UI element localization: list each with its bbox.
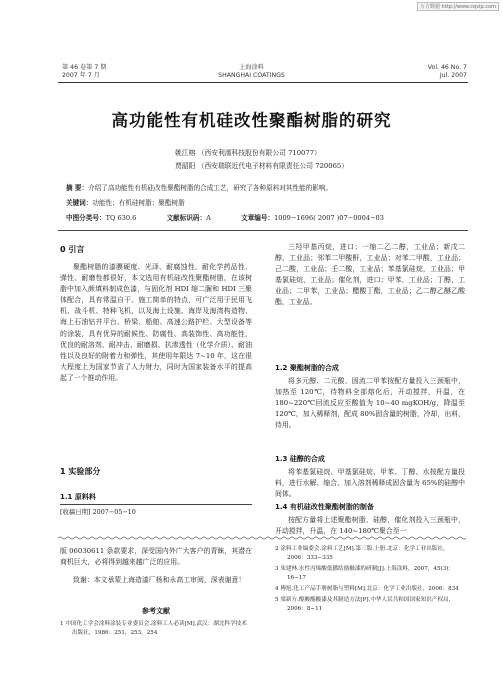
- header-rule: [58, 82, 468, 83]
- subsection-heading-polyester: 1.2 聚酯树脂的合成: [275, 364, 339, 372]
- intro-paragraph: [60, 262, 252, 384]
- abstract-rule: [58, 230, 468, 231]
- references-heading: 参考文献: [142, 607, 170, 615]
- reference-list-left: [60, 620, 252, 640]
- author-name: 姚江榕: [175, 149, 196, 157]
- reference-item: 3 朱建林.水性丙烯酸低播结励触漆的研制[J].上海涂料，2007，45(3)：16−17: [275, 566, 455, 581]
- page-break-separator: [58, 536, 468, 540]
- journal-name-en: SHANGHAI COATINGS: [218, 72, 285, 79]
- keywords: [66, 198, 466, 208]
- article-title: 高功能性有机硅改性聚酯树脂的研究: [111, 111, 392, 130]
- polyester-text: 将多元醇、二元酸、固流二甲苯按配方量投入三颈瓶中，加热至 120℃，待物料全部熔化后，开动搅拌，升温，在 180~220℃回流反应至酸值为 10~40 mgKOH/g，降温至 120℃，加入稀释剂，配成 80%固含量的树脂，冷却，出料，待用。: [275, 377, 465, 430]
- reference-item: 2 涂料工业编委会.涂料工艺[M].第三版.上册.北京：化学工业出版社，2006：333−335: [275, 546, 449, 561]
- polyester-paragraph: [275, 376, 465, 431]
- received-date: [收稿日期] 2007−05−10: [60, 508, 136, 516]
- volume-issue-en: Vol. 46 No. 7: [427, 64, 467, 71]
- author-line-2: [175, 160, 348, 170]
- journal-volume-en: [428, 64, 467, 80]
- subsection-heading-materials: 1.1 原料料: [60, 493, 96, 501]
- author-name: 贾韶阳: [175, 162, 196, 170]
- author-affiliation: （西安瑞联近代电子材料有限责任公司 720065）: [197, 162, 349, 170]
- doc-code-value: A: [206, 214, 211, 222]
- materials-paragraph: [275, 242, 465, 309]
- author-line-1: [175, 147, 321, 157]
- clc-value: TQ 630.6: [105, 214, 137, 222]
- modified-resin-text: 按配方量将上述聚酯树脂、硅醇，催化剂投入三颈瓶中，开动搅拌，升温，在 140~180℃聚合至一: [275, 516, 465, 536]
- intro-text: 聚酯树脂的漆膜硬度、光泽、耐腐蚀性、耐化学药品性、弹性、耐磨性都很好，本文选用有机硅改性聚酯树脂，在该树脂中加入颜填料制成色漆，与固化剂 HDI 缩二脲和 HDI 三聚体配合，具有常温自干、施工简单的特点，可广泛用于民用飞机、战斗机、特种飞机，以及海上设施、海岸及海湾构造物、海上石油钻井平台、桥梁、船舶、高速公路护栏、大型设备等的涂装，具有优异的耐候性、防腐性、高装饰性、高功能性，优良的耐溶剂、耐冲击、耐磨损、抗渗透性（化学介质）、耐油性以及良好的附着力和弹性，其使用年限达 7~10 年，这在很大程度上为国家节省了人力财力，同时为国家装备水平的提高起了一个推动作用。: [60, 263, 252, 382]
- doc-code-label: 文献标识码：: [166, 214, 207, 222]
- continued-text: 版 06030611 条款要求，深受国内外广大客户的青睐，其潜在商机巨大，必将得到越来越广泛的应用。: [60, 547, 252, 567]
- reference-item: 4 傅旭.化工产品手册树脂与塑料[M].北京：化学工业出版社，2006：834: [275, 586, 459, 592]
- author-affiliation: （西安利濡科技股份有限公司 710077）: [197, 149, 321, 157]
- silanol-paragraph: [275, 467, 465, 500]
- issue-date-en: Jul. 2007: [439, 72, 467, 79]
- wavy-line-icon: [58, 536, 468, 540]
- classification-line: [66, 213, 466, 223]
- clc-label: 中图分类号：: [66, 214, 106, 222]
- modified-resin-paragraph: [275, 515, 465, 537]
- abstract-text: 介绍了高功能性有机硅改性聚酯树脂的合成工艺，研究了各种原料对其性能的影响。: [88, 184, 333, 192]
- reference-item: 1 中国化工学会涂料涂装专业委员会.涂料工人必读[M].武汉：湖北科学技术出版社，1986：251，253，254: [60, 621, 247, 636]
- journal-name: [200, 64, 303, 80]
- materials-text: 三羟甲基丙烷，进口；一缩二乙二醇，工业品；新戊二醇，工业品；邻苯二甲酸酐，工业品；对苯二甲酸，工业品；己二酸，工业品；壬二酸，工业品；苯基氯硅烷，工业品；甲基氯硅烷，工业品；催化剂，进口；甲苯，工业品；丁醇，工业品；二甲苯，工业品；醋酸丁酯，工业品；乙二醇乙醚乙酸酯，工业品。: [275, 243, 465, 307]
- section-heading-experiment: 1 实验部分: [60, 467, 101, 476]
- section-heading-intro: 0 引言: [60, 245, 85, 254]
- watermark-link[interactable]: 万方数据 http://www.cqvip.com: [417, 2, 499, 11]
- acknowledgement: [60, 575, 252, 586]
- keywords-text: 功能性；有机硅树脂；聚酯树脂: [92, 199, 185, 207]
- reference-item: 5 梁新方.醇酸酯酸漆及其制造方法[P].中华人民共和国国家知识产权局，2006：8−11: [275, 597, 455, 612]
- journal-volume: [62, 64, 106, 80]
- acknowledgement-text: 致谢：本文承蒙上海造漆厂杨和永高工审阅，深表谢意！: [73, 576, 246, 584]
- keywords-label: 关键词：: [66, 199, 93, 207]
- subsection-heading-silanol: 1.3 硅醇的合成: [275, 455, 325, 463]
- abstract: [66, 183, 466, 193]
- received-rule: [60, 504, 252, 505]
- reference-list-right: [275, 545, 467, 616]
- issue-date: 2007 年 7 月: [62, 72, 100, 79]
- volume-issue: 第 46 卷第 7 期: [62, 64, 107, 71]
- abstract-label: 摘 要：: [66, 184, 89, 192]
- subsection-heading-modified-resin: 1.4 有机硅改性聚酯树脂的制备: [275, 503, 374, 511]
- journal-name-cn: 上海涂料: [239, 64, 264, 71]
- continued-paragraph: [60, 546, 252, 568]
- article-number-label: 文章编号：: [241, 214, 275, 222]
- silanol-text: 将苯基氯硅烷、甲基氯硅烷、甲苯、丁醇、水按配方量投料，进行水解、缩合、加入溶剂稀释成固含量为 65%的硅醇中间体。: [275, 468, 465, 499]
- article-number-value: 1009−1696( 2007 )07−0004−03: [274, 214, 384, 222]
